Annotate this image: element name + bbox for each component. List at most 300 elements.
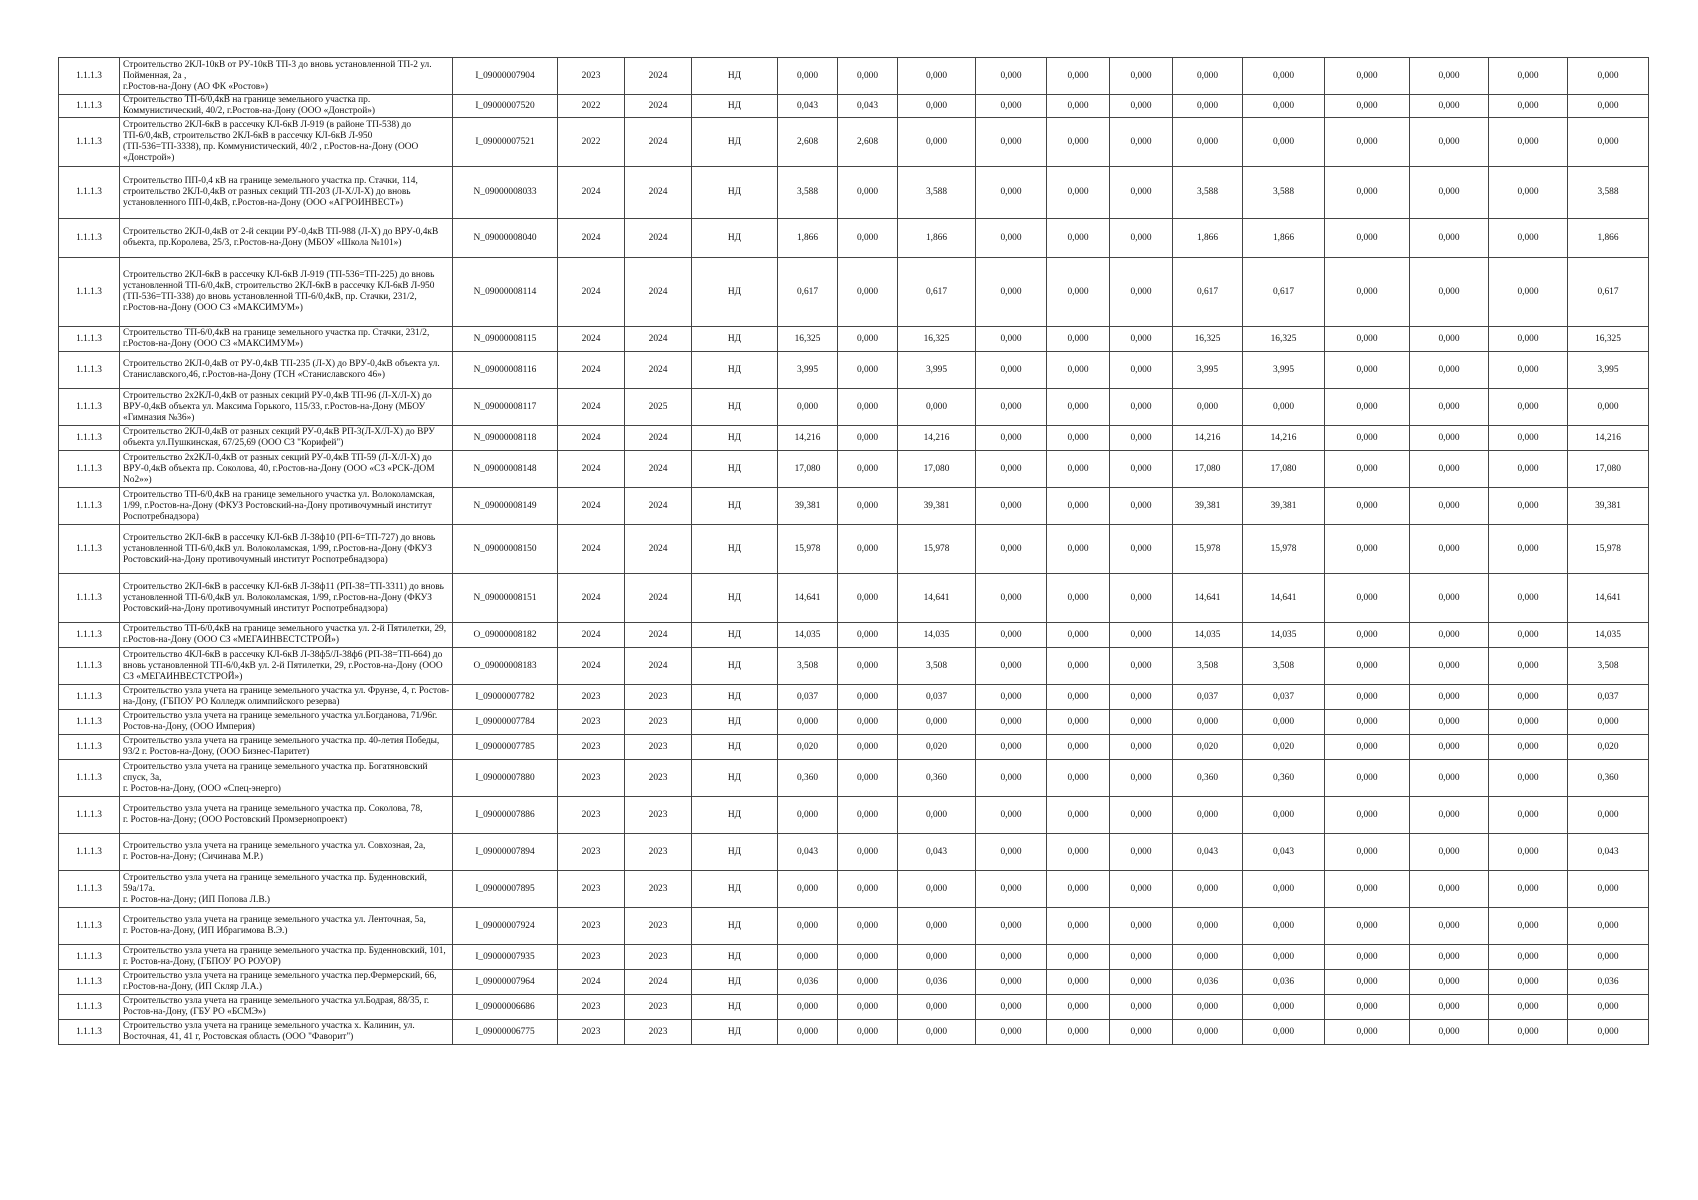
project-description-cell: Строительство 2КЛ-6кВ в рассечку КЛ-6кВ Л-919 (в районе ТП-538) до ТП-6/0,4кВ, строительство 2КЛ-6кВ в рассечку КЛ-6кВ Л-950 (ТП-536=ТП-3338), пр. Коммунистический, 40/2 , г.Ростов-на-Дону (ООО «Донстрой») <box>120 118 453 167</box>
value-cell: 0,000 <box>838 352 898 389</box>
value-cell: 0,000 <box>1410 735 1489 760</box>
value-cell: 0,000 <box>838 797 898 834</box>
value-cell: 3,588 <box>1173 167 1243 219</box>
value-cell: 0,000 <box>898 871 976 908</box>
project-code-cell: N_09000008149 <box>453 488 558 525</box>
table-body <box>59 58 1649 1045</box>
project-description-cell: Строительство узла учета на границе земельного участка ул. Ленточная, 5а, г. Ростов-на-Дону, (ИП Ибрагимова В.Э.) <box>120 908 453 945</box>
value-cell: 0,000 <box>1489 95 1568 118</box>
start-year-cell: 2024 <box>558 488 625 525</box>
value-cell: 0,000 <box>838 258 898 327</box>
end-year-cell: 2024 <box>625 451 692 488</box>
start-year-cell: 2024 <box>558 525 625 574</box>
value-cell: 0,000 <box>976 945 1047 970</box>
value-cell: 0,000 <box>898 58 976 95</box>
value-cell: 0,000 <box>1325 258 1410 327</box>
project-code-cell: I_09000007520 <box>453 95 558 118</box>
nd-status-cell: НД <box>692 760 778 797</box>
table-row <box>59 58 1649 95</box>
table-row <box>59 525 1649 574</box>
nd-status-cell: НД <box>692 389 778 426</box>
value-cell: 0,000 <box>1568 710 1649 735</box>
value-cell: 0,000 <box>1110 118 1173 167</box>
value-cell: 0,000 <box>1325 389 1410 426</box>
value-cell: 14,035 <box>778 623 838 648</box>
end-year-cell: 2024 <box>625 258 692 327</box>
value-cell: 0,000 <box>976 908 1047 945</box>
value-cell: 0,000 <box>838 58 898 95</box>
value-cell: 0,000 <box>1489 574 1568 623</box>
nd-status-cell: НД <box>692 451 778 488</box>
nd-status-cell: НД <box>692 710 778 735</box>
value-cell: 0,000 <box>1325 488 1410 525</box>
value-cell: 39,381 <box>1173 488 1243 525</box>
value-cell: 0,000 <box>976 735 1047 760</box>
project-description-cell: Строительство 2КЛ-6кВ в рассечку КЛ-6кВ Л-919 (ТП-536=ТП-225) до вновь установленной ТП-6/0,4кВ, строительство 2КЛ-6кВ в рассечку КЛ-6кВ Л-950 (ТП-536=ТП-338) до вновь установленной ТП-6/0,4кВ, пр. Стачки, 231/2, г.Ростов-на-Дону (ООО СЗ «МАКСИМУМ») <box>120 258 453 327</box>
nd-status-cell: НД <box>692 623 778 648</box>
value-cell: 0,000 <box>1110 797 1173 834</box>
value-cell: 0,043 <box>778 95 838 118</box>
value-cell: 39,381 <box>1243 488 1325 525</box>
value-cell: 0,000 <box>1173 1020 1243 1045</box>
value-cell: 0,000 <box>1047 710 1110 735</box>
row-number-cell: 1.1.1.3 <box>59 118 120 167</box>
value-cell: 0,000 <box>1110 834 1173 871</box>
value-cell: 15,978 <box>1243 525 1325 574</box>
value-cell: 0,000 <box>1489 871 1568 908</box>
value-cell: 0,000 <box>1325 118 1410 167</box>
value-cell: 0,000 <box>838 710 898 735</box>
value-cell: 16,325 <box>778 327 838 352</box>
end-year-cell: 2024 <box>625 525 692 574</box>
value-cell: 39,381 <box>1568 488 1649 525</box>
value-cell: 0,000 <box>1110 219 1173 258</box>
end-year-cell: 2023 <box>625 945 692 970</box>
value-cell: 0,020 <box>1243 735 1325 760</box>
value-cell: 0,000 <box>976 327 1047 352</box>
table-row <box>59 735 1649 760</box>
value-cell: 0,000 <box>1410 58 1489 95</box>
table-row <box>59 1020 1649 1045</box>
value-cell: 0,000 <box>976 623 1047 648</box>
value-cell: 0,000 <box>1047 219 1110 258</box>
project-code-cell: I_09000007964 <box>453 970 558 995</box>
value-cell: 15,978 <box>898 525 976 574</box>
value-cell: 0,000 <box>1489 426 1568 451</box>
value-cell: 0,000 <box>838 327 898 352</box>
end-year-cell: 2024 <box>625 118 692 167</box>
value-cell: 0,000 <box>1110 327 1173 352</box>
value-cell: 0,000 <box>1110 945 1173 970</box>
value-cell: 0,000 <box>1325 352 1410 389</box>
value-cell: 0,000 <box>1173 797 1243 834</box>
value-cell: 0,617 <box>898 258 976 327</box>
row-number-cell: 1.1.1.3 <box>59 648 120 685</box>
value-cell: 0,000 <box>1110 451 1173 488</box>
value-cell: 0,000 <box>1410 797 1489 834</box>
value-cell: 14,035 <box>1243 623 1325 648</box>
value-cell: 14,035 <box>1173 623 1243 648</box>
value-cell: 14,216 <box>898 426 976 451</box>
table-row <box>59 908 1649 945</box>
value-cell: 0,000 <box>1243 95 1325 118</box>
value-cell: 0,000 <box>1410 710 1489 735</box>
project-description-cell: Строительство узла учета на границе земельного участка пр. 40-летия Победы, 93/2 г. Ростов-на-Дону, (ООО Бизнес-Паритет) <box>120 735 453 760</box>
project-description-cell: Строительство узла учета на границе земельного участка пр. Богатяновский спуск, 3а, г. Ростов-на-Дону, (ООО «Спец-энерго) <box>120 760 453 797</box>
start-year-cell: 2024 <box>558 574 625 623</box>
project-description-cell: Строительство 2КЛ-0,4кВ от разных секций РУ-0,4кВ РП-3(Л-Х/Л-Х) до ВРУ объекта ул.Пушкинская, 67/25,69 (ООО СЗ "Корифей") <box>120 426 453 451</box>
value-cell: 0,000 <box>1110 685 1173 710</box>
table-row <box>59 797 1649 834</box>
row-number-cell: 1.1.1.3 <box>59 945 120 970</box>
project-description-cell: Строительство узла учета на границе земельного участка ул.Богданова, 71/96г. Ростов-на-Дону, (ООО Империя) <box>120 710 453 735</box>
value-cell: 0,000 <box>1047 58 1110 95</box>
value-cell: 0,000 <box>1243 710 1325 735</box>
value-cell: 0,000 <box>1489 710 1568 735</box>
value-cell: 0,000 <box>1047 258 1110 327</box>
value-cell: 0,000 <box>1568 908 1649 945</box>
value-cell: 0,000 <box>1173 710 1243 735</box>
value-cell: 0,000 <box>1047 574 1110 623</box>
value-cell: 3,588 <box>778 167 838 219</box>
value-cell: 0,000 <box>1047 970 1110 995</box>
value-cell: 0,000 <box>1110 623 1173 648</box>
row-number-cell: 1.1.1.3 <box>59 219 120 258</box>
value-cell: 0,000 <box>778 995 838 1020</box>
value-cell: 0,000 <box>1110 995 1173 1020</box>
value-cell: 0,000 <box>1489 352 1568 389</box>
row-number-cell: 1.1.1.3 <box>59 389 120 426</box>
value-cell: 0,000 <box>898 389 976 426</box>
value-cell: 0,000 <box>1047 623 1110 648</box>
value-cell: 1,866 <box>1568 219 1649 258</box>
start-year-cell: 2023 <box>558 685 625 710</box>
value-cell: 0,000 <box>1568 95 1649 118</box>
value-cell: 0,000 <box>1110 871 1173 908</box>
value-cell: 0,000 <box>1325 760 1410 797</box>
project-description-cell: Строительство ТП-6/0,4кВ на границе земельного участка ул. 2-й Пятилетки, 29, г.Ростов-на-Дону (ООО СЗ «МЕГАИНВЕСТСТРОЙ») <box>120 623 453 648</box>
value-cell: 0,000 <box>1410 451 1489 488</box>
value-cell: 0,000 <box>778 908 838 945</box>
row-number-cell: 1.1.1.3 <box>59 574 120 623</box>
start-year-cell: 2023 <box>558 1020 625 1045</box>
value-cell: 0,000 <box>1489 258 1568 327</box>
value-cell: 0,000 <box>1110 735 1173 760</box>
value-cell: 0,037 <box>1243 685 1325 710</box>
value-cell: 0,000 <box>1325 95 1410 118</box>
end-year-cell: 2023 <box>625 834 692 871</box>
value-cell: 0,617 <box>1243 258 1325 327</box>
project-description-cell: Строительство 2КЛ-0,4кВ от 2-й секции РУ-0,4кВ ТП-988 (Л-Х) до ВРУ-0,4кВ объекта, пр.Королева, 25/3, г.Ростов-на-Дону (МБОУ «Школа №101») <box>120 219 453 258</box>
end-year-cell: 2024 <box>625 623 692 648</box>
value-cell: 0,000 <box>1047 908 1110 945</box>
value-cell: 17,080 <box>1173 451 1243 488</box>
value-cell: 0,000 <box>1110 426 1173 451</box>
project-code-cell: N_09000008033 <box>453 167 558 219</box>
value-cell: 0,000 <box>1489 735 1568 760</box>
value-cell: 0,360 <box>1173 760 1243 797</box>
value-cell: 0,000 <box>1568 58 1649 95</box>
value-cell: 0,000 <box>1047 945 1110 970</box>
value-cell: 0,000 <box>838 488 898 525</box>
row-number-cell: 1.1.1.3 <box>59 834 120 871</box>
value-cell: 0,617 <box>1173 258 1243 327</box>
value-cell: 0,000 <box>1047 834 1110 871</box>
value-cell: 0,000 <box>1489 327 1568 352</box>
value-cell: 0,000 <box>1325 735 1410 760</box>
table-row <box>59 995 1649 1020</box>
value-cell: 0,000 <box>838 760 898 797</box>
nd-status-cell: НД <box>692 735 778 760</box>
value-cell: 14,641 <box>1568 574 1649 623</box>
nd-status-cell: НД <box>692 1020 778 1045</box>
start-year-cell: 2023 <box>558 760 625 797</box>
project-code-cell: I_09000007935 <box>453 945 558 970</box>
row-number-cell: 1.1.1.3 <box>59 525 120 574</box>
value-cell: 0,000 <box>778 389 838 426</box>
value-cell: 0,000 <box>1325 219 1410 258</box>
value-cell: 0,000 <box>1489 908 1568 945</box>
value-cell: 0,000 <box>1325 451 1410 488</box>
value-cell: 0,020 <box>1173 735 1243 760</box>
value-cell: 0,000 <box>1173 95 1243 118</box>
table-row <box>59 623 1649 648</box>
table-row <box>59 451 1649 488</box>
value-cell: 0,000 <box>1410 95 1489 118</box>
table-row <box>59 945 1649 970</box>
value-cell: 0,000 <box>1568 871 1649 908</box>
value-cell: 0,360 <box>898 760 976 797</box>
value-cell: 0,000 <box>976 685 1047 710</box>
value-cell: 0,000 <box>838 735 898 760</box>
project-description-cell: Строительство узла учета на границе земельного участка х. Калинин, ул. Восточная, 41, 41 г, Ростовская область (ООО "Фаворит") <box>120 1020 453 1045</box>
value-cell: 0,000 <box>1489 118 1568 167</box>
row-number-cell: 1.1.1.3 <box>59 710 120 735</box>
nd-status-cell: НД <box>692 525 778 574</box>
project-code-cell: O_09000008182 <box>453 623 558 648</box>
end-year-cell: 2024 <box>625 219 692 258</box>
value-cell: 0,000 <box>976 574 1047 623</box>
value-cell: 0,000 <box>898 710 976 735</box>
nd-status-cell: НД <box>692 574 778 623</box>
value-cell: 0,000 <box>1410 352 1489 389</box>
project-code-cell: N_09000008118 <box>453 426 558 451</box>
value-cell: 0,000 <box>1047 685 1110 710</box>
table-row <box>59 685 1649 710</box>
row-number-cell: 1.1.1.3 <box>59 167 120 219</box>
value-cell: 3,995 <box>1568 352 1649 389</box>
project-code-cell: N_09000008117 <box>453 389 558 426</box>
value-cell: 0,000 <box>1410 760 1489 797</box>
value-cell: 0,000 <box>976 995 1047 1020</box>
value-cell: 0,000 <box>976 1020 1047 1045</box>
value-cell: 3,995 <box>898 352 976 389</box>
value-cell: 0,000 <box>838 219 898 258</box>
nd-status-cell: НД <box>692 167 778 219</box>
nd-status-cell: НД <box>692 95 778 118</box>
value-cell: 0,000 <box>838 167 898 219</box>
value-cell: 0,000 <box>1410 488 1489 525</box>
row-number-cell: 1.1.1.3 <box>59 451 120 488</box>
project-description-cell: Строительство ТП-6/0,4кВ на границе земельного участка пр. Коммунистический, 40/2, г.Ростов-на-Дону (ООО «Донстрой») <box>120 95 453 118</box>
value-cell: 0,000 <box>1110 1020 1173 1045</box>
value-cell: 0,000 <box>1047 1020 1110 1045</box>
value-cell: 0,000 <box>1410 945 1489 970</box>
nd-status-cell: НД <box>692 118 778 167</box>
value-cell: 0,000 <box>1110 760 1173 797</box>
value-cell: 0,000 <box>1047 118 1110 167</box>
project-description-cell: Строительство 2КЛ-10кВ от РУ-10кВ ТП-3 до вновь установленной ТП-2 ул. Пойменная, 2а , г.Ростов-на-Дону (АО ФК «Ростов») <box>120 58 453 95</box>
table-row <box>59 488 1649 525</box>
start-year-cell: 2024 <box>558 389 625 426</box>
value-cell: 0,000 <box>1110 970 1173 995</box>
value-cell: 0,000 <box>976 871 1047 908</box>
row-number-cell: 1.1.1.3 <box>59 1020 120 1045</box>
row-number-cell: 1.1.1.3 <box>59 908 120 945</box>
start-year-cell: 2024 <box>558 623 625 648</box>
value-cell: 0,000 <box>1489 834 1568 871</box>
value-cell: 0,000 <box>1410 970 1489 995</box>
value-cell: 0,000 <box>1325 1020 1410 1045</box>
value-cell: 0,000 <box>1410 685 1489 710</box>
value-cell: 1,866 <box>1243 219 1325 258</box>
value-cell: 14,216 <box>1243 426 1325 451</box>
value-cell: 0,000 <box>1410 908 1489 945</box>
project-code-cell: I_09000006686 <box>453 995 558 1020</box>
row-number-cell: 1.1.1.3 <box>59 685 120 710</box>
row-number-cell: 1.1.1.3 <box>59 623 120 648</box>
value-cell: 0,000 <box>1243 945 1325 970</box>
table-row <box>59 327 1649 352</box>
end-year-cell: 2024 <box>625 648 692 685</box>
value-cell: 39,381 <box>898 488 976 525</box>
start-year-cell: 2022 <box>558 118 625 167</box>
project-code-cell: N_09000008116 <box>453 352 558 389</box>
project-code-cell: I_09000007880 <box>453 760 558 797</box>
value-cell: 0,000 <box>1325 623 1410 648</box>
value-cell: 0,000 <box>838 623 898 648</box>
value-cell: 0,000 <box>1325 871 1410 908</box>
value-cell: 0,000 <box>1243 58 1325 95</box>
nd-status-cell: НД <box>692 834 778 871</box>
value-cell: 0,000 <box>1568 995 1649 1020</box>
project-description-cell: Строительство узла учета на границе земельного участка ул.Бодрая, 88/35, г. Ростов-на-Дону, (ГБУ РО «БСМЭ») <box>120 995 453 1020</box>
end-year-cell: 2024 <box>625 574 692 623</box>
value-cell: 0,000 <box>1173 908 1243 945</box>
value-cell: 0,000 <box>778 1020 838 1045</box>
value-cell: 0,036 <box>1568 970 1649 995</box>
value-cell: 0,000 <box>1047 735 1110 760</box>
value-cell: 39,381 <box>778 488 838 525</box>
start-year-cell: 2024 <box>558 426 625 451</box>
end-year-cell: 2023 <box>625 735 692 760</box>
value-cell: 17,080 <box>1243 451 1325 488</box>
value-cell: 3,508 <box>1243 648 1325 685</box>
value-cell: 2,608 <box>838 118 898 167</box>
value-cell: 0,360 <box>778 760 838 797</box>
value-cell: 0,000 <box>1110 488 1173 525</box>
table-row <box>59 352 1649 389</box>
value-cell: 0,000 <box>976 970 1047 995</box>
end-year-cell: 2023 <box>625 685 692 710</box>
table-row <box>59 118 1649 167</box>
row-number-cell: 1.1.1.3 <box>59 970 120 995</box>
value-cell: 0,000 <box>1325 58 1410 95</box>
project-description-cell: Строительство узла учета на границе земельного участка ул. Фрунзе, 4, г. Ростов-на-Дону, (ГБПОУ РО Колледж олимпийского резерва) <box>120 685 453 710</box>
start-year-cell: 2024 <box>558 648 625 685</box>
value-cell: 0,000 <box>1410 871 1489 908</box>
project-description-cell: Строительство ПП-0,4 кВ на границе земельного участка пр. Стачки, 114, строительство 2КЛ-0,4кВ от разных секций ТП-203 (Л-Х/Л-Х) до вновь установленного ПП-0,4кВ, г.Ростов-на-Дону (ООО «АГРОИНВЕСТ») <box>120 167 453 219</box>
value-cell: 16,325 <box>1243 327 1325 352</box>
value-cell: 0,043 <box>1243 834 1325 871</box>
value-cell: 0,000 <box>898 945 976 970</box>
project-code-cell: I_09000007895 <box>453 871 558 908</box>
value-cell: 0,036 <box>778 970 838 995</box>
value-cell: 0,000 <box>898 995 976 1020</box>
nd-status-cell: НД <box>692 426 778 451</box>
value-cell: 0,360 <box>1568 760 1649 797</box>
value-cell: 0,000 <box>1047 389 1110 426</box>
start-year-cell: 2023 <box>558 797 625 834</box>
start-year-cell: 2023 <box>558 710 625 735</box>
table-row <box>59 760 1649 797</box>
table-row <box>59 648 1649 685</box>
project-code-cell: I_09000007894 <box>453 834 558 871</box>
project-description-cell: Строительство 4КЛ-6кВ в рассечку КЛ-6кВ Л-38ф5/Л-38ф6 (РП-38=ТП-664) до вновь установленной ТП-6/0,4кВ ул. 2-й Пятилетки, 29, г.Ростов-на-Дону (ООО СЗ «МЕГАИНВЕСТСТРОЙ») <box>120 648 453 685</box>
nd-status-cell: НД <box>692 327 778 352</box>
end-year-cell: 2024 <box>625 970 692 995</box>
value-cell: 0,000 <box>1325 327 1410 352</box>
value-cell: 0,000 <box>1568 1020 1649 1045</box>
value-cell: 3,588 <box>898 167 976 219</box>
project-description-cell: Строительство узла учета на границе земельного участка пр. Буденновский, 59а/17а. г. Ростов-на-Дону; (ИП Попова Л.В.) <box>120 871 453 908</box>
row-number-cell: 1.1.1.3 <box>59 871 120 908</box>
value-cell: 0,000 <box>1568 389 1649 426</box>
value-cell: 0,000 <box>1410 258 1489 327</box>
value-cell: 0,000 <box>1489 219 1568 258</box>
value-cell: 0,000 <box>1173 58 1243 95</box>
value-cell: 0,037 <box>1568 685 1649 710</box>
value-cell: 0,000 <box>1110 908 1173 945</box>
start-year-cell: 2024 <box>558 219 625 258</box>
table-row <box>59 710 1649 735</box>
value-cell: 0,036 <box>1173 970 1243 995</box>
value-cell: 0,000 <box>976 710 1047 735</box>
value-cell: 3,508 <box>778 648 838 685</box>
value-cell: 0,000 <box>898 797 976 834</box>
value-cell: 0,000 <box>1568 797 1649 834</box>
start-year-cell: 2024 <box>558 970 625 995</box>
value-cell: 14,035 <box>898 623 976 648</box>
nd-status-cell: НД <box>692 995 778 1020</box>
value-cell: 0,000 <box>1173 871 1243 908</box>
value-cell: 0,000 <box>1410 648 1489 685</box>
value-cell: 0,000 <box>1410 834 1489 871</box>
project-description-cell: Строительство узла учета на границе земельного участка ул. Совхозная, 2а, г. Ростов-на-Дону; (Сичинава М.Р.) <box>120 834 453 871</box>
value-cell: 0,000 <box>1325 945 1410 970</box>
value-cell: 0,000 <box>1243 908 1325 945</box>
value-cell: 0,000 <box>1047 426 1110 451</box>
value-cell: 3,995 <box>778 352 838 389</box>
row-number-cell: 1.1.1.3 <box>59 95 120 118</box>
start-year-cell: 2024 <box>558 258 625 327</box>
project-description-cell: Строительство узла учета на границе земельного участка пр. Соколова, 78, г. Ростов-на-Дону; (ООО Ростовский Промзернопроект) <box>120 797 453 834</box>
value-cell: 0,000 <box>838 451 898 488</box>
value-cell: 0,000 <box>1325 167 1410 219</box>
value-cell: 15,978 <box>1568 525 1649 574</box>
value-cell: 0,037 <box>1173 685 1243 710</box>
value-cell: 0,000 <box>1047 797 1110 834</box>
